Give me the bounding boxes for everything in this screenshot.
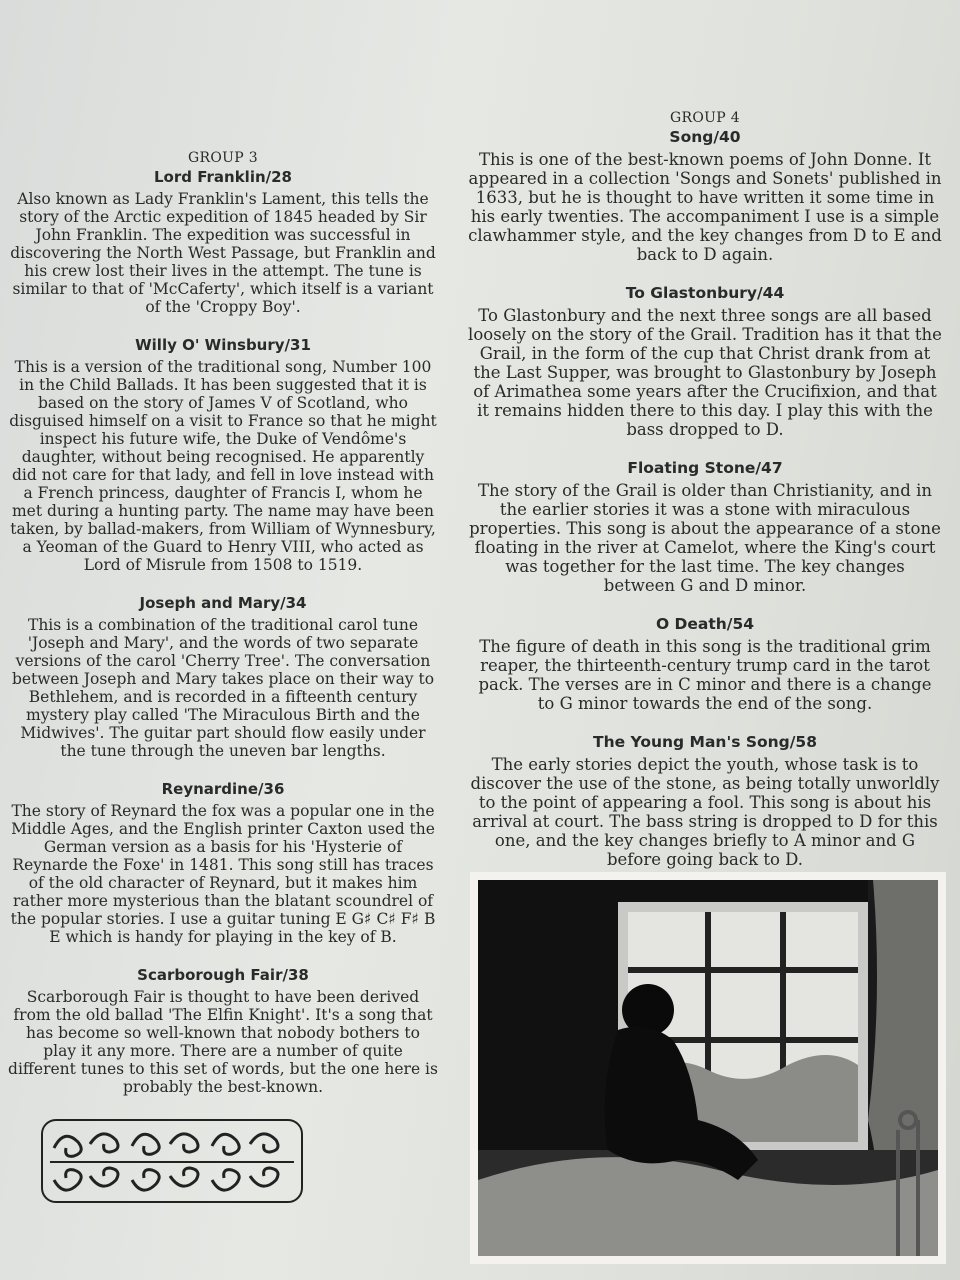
song-entry	[468, 128, 942, 264]
song-entry	[468, 284, 942, 439]
song-entry	[8, 780, 438, 946]
group-label: GROUP 3	[188, 150, 258, 166]
song-title: Song/40	[669, 128, 741, 146]
song-description: Scarborough Fair is thought to have been derived from the old ballad 'The Elfin Knight'. It's a song that has become so well-known that nobody bothers to play it any more. There are a number of quite different tunes to this set of words, but the one here is probably the best-known.	[8, 988, 438, 1096]
song-title: O Death/54	[655, 615, 755, 633]
song-description: The story of Reynard the fox was a popular one in the Middle Ages, and the English printer Caxton used the German version as a basis for his 'Hysterie of Reynarde the Foxe' in 1481. This song still has traces of the old character of Reynard, but it makes him rather more mysterious than the blatant scoundrel of the popular stories. I use a guitar tuning E G♯ C♯ F♯ B E which is handy for playing in the key of B.	[10, 802, 436, 946]
song-entry	[468, 459, 942, 595]
song-title: Reynardine/36	[161, 780, 285, 798]
song-entry	[8, 966, 438, 1096]
song-title: Scarborough Fair/38	[137, 966, 309, 984]
song-description: This is one of the best-known poems of John Donne. It appeared in a collection 'Songs and Sonets' published in 1633, but he is thought to have written it some time in his early twenties. The accompaniment I use is a simple clawhammer style, and the key changes from D to E and back to D again.	[468, 150, 942, 264]
song-title: Joseph and Mary/34	[139, 594, 307, 612]
song-title: Lord Franklin/28	[154, 168, 292, 186]
song-entry	[468, 733, 942, 869]
song-description: To Glastonbury and the next three songs are all based loosely on the story of the Grail. Tradition has it that the Grail, in the form of the cup that Christ drank from at the Last Supper, was brought to Glastonbury by Joseph of Arimathea some years after the Crucifixion, and that it remains hidden there to this day. I play this with the bass dropped to D.	[468, 306, 942, 439]
left-column	[8, 150, 438, 1116]
song-description: This is a version of the traditional song, Number 100 in the Child Ballads. It has been suggested that it is based on the story of James V of Scotland, who disguised himself on a visit to France so that he might inspect his future wife, the Duke of Vendôme's daughter, without being recognised. He apparently did not care for that lady, and fell in love instead with a French princess, daughter of Francis I, whom he met during a hunting party. The name may have been taken, by ballad-makers, from William of Wynnesbury, a Yeoman of the Guard to Henry VIII, who acted as Lord of Misrule from 1508 to 1519.	[9, 358, 437, 574]
song-description: The story of the Grail is older than Christianity, and in the earlier stories it was a stone with miraculous properties. This song is about the appearance of a stone floating in the river at Camelot, where the King's court was together for the last time. The key changes between G and D minor.	[469, 481, 941, 595]
song-title: Willy O' Winsbury/31	[135, 336, 311, 354]
decorative-scroll-border-icon	[40, 1118, 304, 1204]
song-description: The figure of death in this song is the traditional grim reaper, the thirteenth-century trump card in the tarot pack. The verses are in C minor and there is a change to G minor towards the end of the song.	[478, 637, 932, 713]
song-description: Also known as Lady Franklin's Lament, this tells the story of the Arctic expedition of 1845 headed by Sir John Franklin. The expedition was successful in discovering the North West Passage, but Franklin and his crew lost their lives in the attempt. The tune is similar to that of 'McCaferty', which itself is a variant of the 'Croppy Boy'.	[10, 190, 436, 316]
song-entry	[468, 615, 942, 713]
song-description: The early stories depict the youth, whose task is to discover the use of the stone, as being totally unworldly to the point of appearing a fool. This song is about his arrival at court. The bass string is dropped to D for this one, and the key changes briefly to A minor and G before going back to D.	[470, 755, 940, 869]
song-entry	[8, 594, 438, 760]
song-entry	[8, 168, 438, 316]
group-label: GROUP 4	[670, 110, 740, 126]
song-title: The Young Man's Song/58	[593, 733, 817, 751]
song-title: Floating Stone/47	[627, 459, 783, 477]
song-entry	[8, 336, 438, 574]
person-sitting-by-window-photo	[470, 872, 946, 1264]
song-description: This is a combination of the traditional carol tune 'Joseph and Mary', and the words of two separate versions of the carol 'Cherry Tree'. The conversation between Joseph and Mary takes place on their way to Bethlehem, and is recorded in a fifteenth century mystery play called 'The Miraculous Birth and the Midwives'. The guitar part should flow easily under the tune through the uneven bar lengths.	[11, 616, 435, 760]
right-column	[468, 110, 942, 911]
song-title: To Glastonbury/44	[625, 284, 785, 302]
